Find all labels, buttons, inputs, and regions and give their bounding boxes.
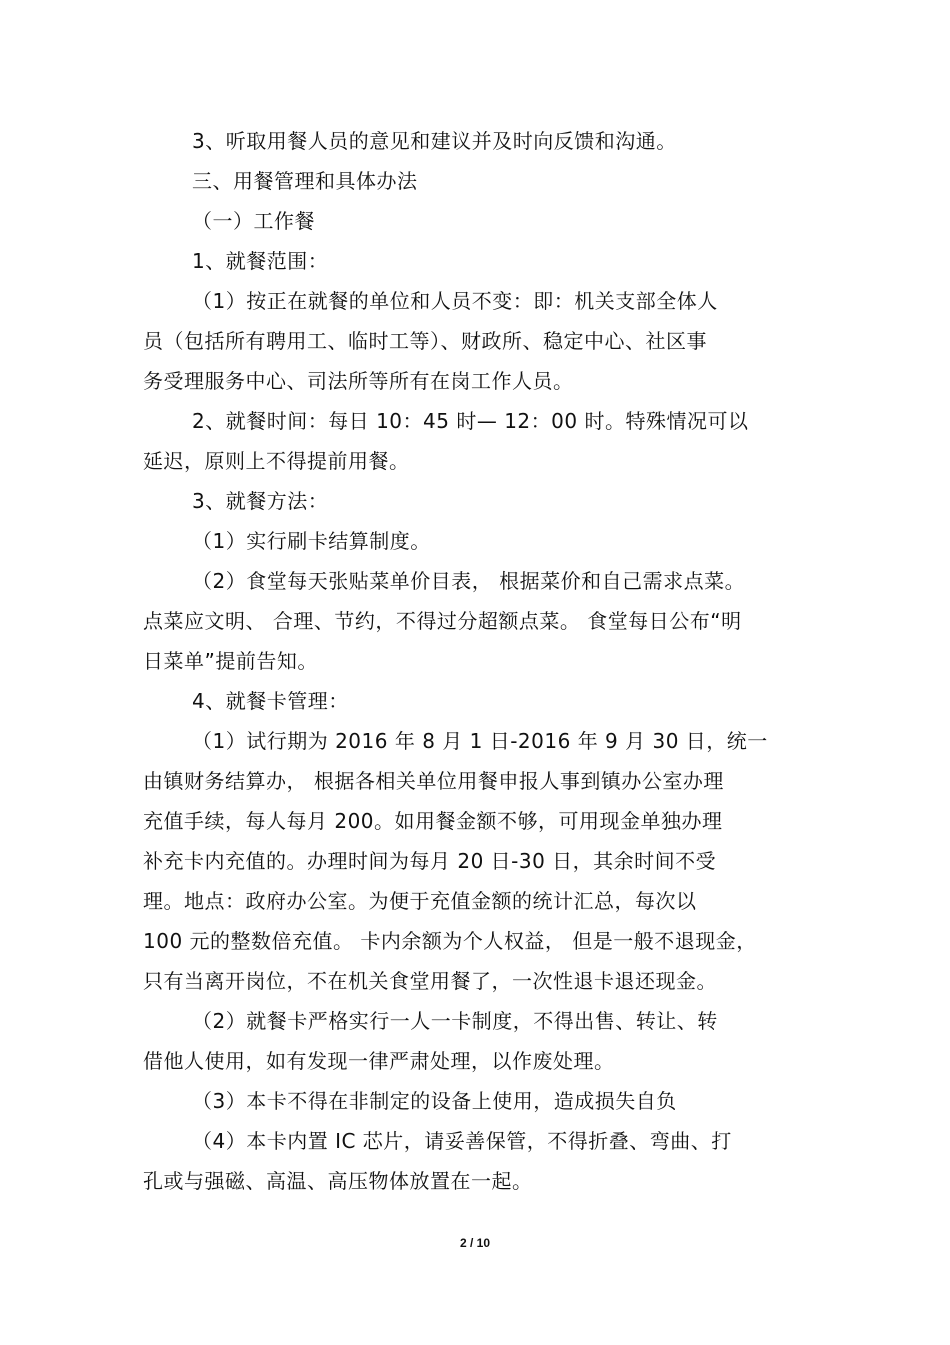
text-line: 1、就餐范围： xyxy=(192,249,329,273)
page-number: 2 / 10 xyxy=(459,1236,491,1250)
text-line: （1）按正在就餐的单位和人员不变：即：机关支部全体人 xyxy=(192,289,718,313)
text-line: 员（包括所有聘用工、临时工等）、财政所、稳定中心、社区事 xyxy=(143,329,707,353)
text-line: 100 元的整数倍充值。 卡内余额为个人权益， 但是一般不退现金， xyxy=(143,929,757,953)
text-line: 3、听取用餐人员的意见和建议并及时向反馈和沟通。 xyxy=(192,129,677,153)
text-line: （4）本卡内置 IC 芯片，请妥善保管，不得折叠、弯曲、打 xyxy=(192,1129,732,1153)
text-line: （2）就餐卡严格实行一人一卡制度，不得出售、转让、转 xyxy=(192,1009,718,1033)
text-line: 延迟，原则上不得提前用餐。 xyxy=(143,449,410,473)
text-line: 补充卡内充值的。办理时间为每月 20 日-30 日，其余时间不受 xyxy=(143,849,717,873)
text-line: 孔或与强磁、高温、高压物体放置在一起。 xyxy=(143,1169,533,1193)
text-line: （3）本卡不得在非制定的设备上使用，造成损失自负 xyxy=(192,1089,677,1113)
text-line: 借他人使用，如有发现一律严肃处理，以作废处理。 xyxy=(143,1049,615,1073)
section-heading: 三、用餐管理和具体办法 xyxy=(192,169,418,193)
text-line: 只有当离开岗位，不在机关食堂用餐了，一次性退卡退还现金。 xyxy=(143,969,717,993)
subsection-heading: （一）工作餐 xyxy=(192,209,315,233)
text-line: 日菜单”提前告知。 xyxy=(143,649,318,673)
text-line: （1）试行期为 2016 年 8 月 1 日-2016 年 9 月 30 日，统一 xyxy=(192,729,768,753)
text-line: 2、就餐时间：每日 10：45 时— 12：00 时。特殊情况可以 xyxy=(192,409,749,433)
text-line: 4、就餐卡管理： xyxy=(192,689,349,713)
text-line: 由镇财务结算办， 根据各相关单位用餐申报人事到镇办公室办理 xyxy=(143,769,724,793)
text-line: 充值手续，每人每月 200。如用餐金额不够，可用现金单独办理 xyxy=(143,809,723,833)
text-line: （2）食堂每天张贴菜单价目表， 根据菜价和自己需求点菜。 xyxy=(192,569,746,593)
text-line: （1）实行刷卡结算制度。 xyxy=(192,529,431,553)
text-line: 理。地点：政府办公室。为便于充值金额的统计汇总，每次以 xyxy=(143,889,697,913)
text-line: 点菜应文明、 合理、节约，不得过分超额点菜。 食堂每日公布“明 xyxy=(143,609,742,633)
text-line: 务受理服务中心、司法所等所有在岗工作人员。 xyxy=(143,369,574,393)
text-line: 3、就餐方法： xyxy=(192,489,329,513)
